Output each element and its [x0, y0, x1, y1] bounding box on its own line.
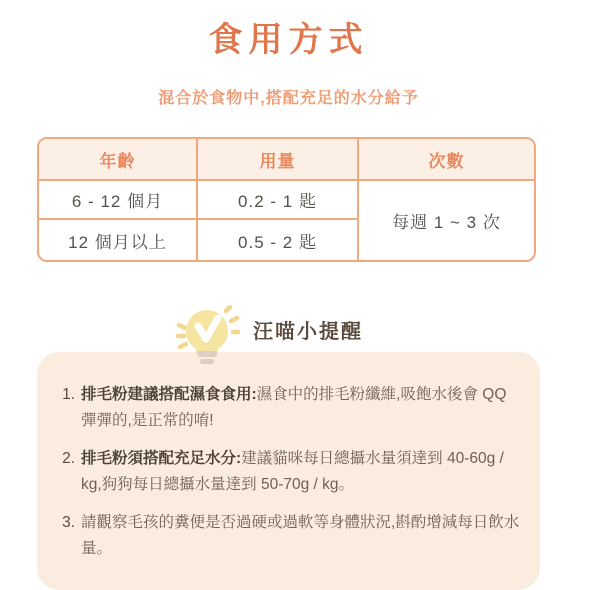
note-item-number: 1.	[62, 386, 75, 403]
table-header-age: 年齡	[39, 139, 198, 181]
page-subtitle: 混合於食物中,搭配充足的水分給予	[158, 90, 419, 107]
note-item-1	[57, 382, 522, 434]
table-cell-frequency-merged: 每週 1 ~ 3 次	[392, 213, 501, 232]
table-header-frequency: 次數	[359, 139, 534, 181]
note-item-2	[57, 446, 522, 498]
note-item-number: 2.	[62, 450, 75, 468]
table-cell-age-row1: 6 - 12 個月	[39, 181, 198, 220]
note-item-3	[57, 510, 522, 562]
dosage-table	[37, 137, 536, 262]
reminder-header	[17, 305, 520, 367]
page-title: 食用方式	[208, 21, 369, 59]
table-cell-dose-row2: 0.5 - 2 匙	[198, 220, 359, 260]
table-header-dose: 用量	[198, 139, 359, 181]
table-cell-age-row2: 12 個月以上	[39, 220, 198, 260]
note-item-number: 3.	[62, 514, 75, 532]
note-item-text: 請觀察毛孩的糞便是否過硬或過軟等身體狀況,斟酌增減每日飲水量。	[81, 514, 520, 558]
note-item-text: 排毛粉須搭配充足水分:建議貓咪每日總攝水量須達到 40-60g / kg,狗狗每日總攝水量達到 50-70g / kg。	[81, 450, 504, 494]
note-item-text: 排毛粉建議搭配濕食食用:濕食中的排毛粉纖維,吸飽水後會 QQ 彈彈的,是正常的唷!	[81, 386, 507, 430]
table-cell-dose-row1: 0.2 - 1 匙	[198, 181, 359, 220]
reminder-note-box	[37, 352, 540, 590]
lightbulb-check-icon	[174, 305, 240, 367]
reminder-title: 汪喵小提醒	[253, 320, 363, 343]
feeding-instructions-section	[37, 0, 540, 590]
